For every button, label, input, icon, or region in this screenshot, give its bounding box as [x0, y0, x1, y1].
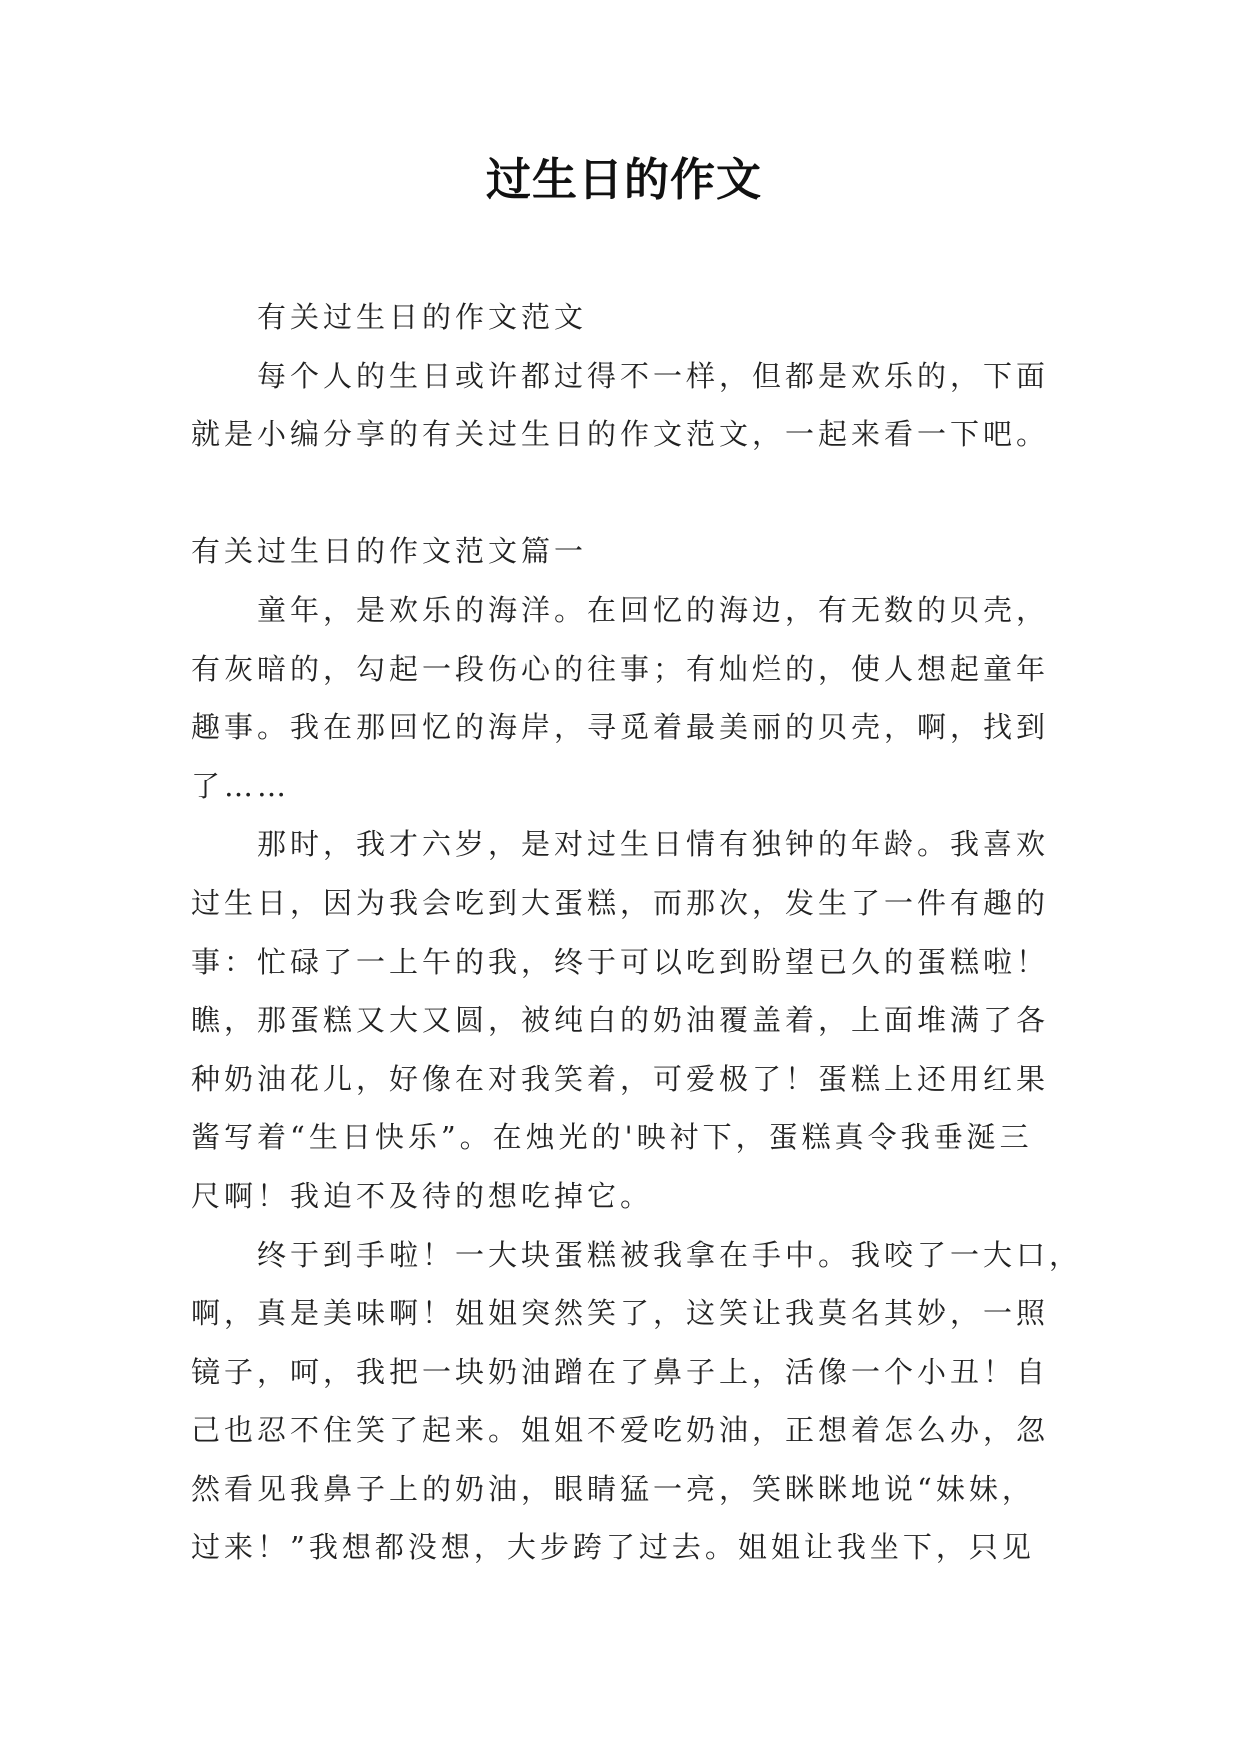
paragraph-line: 就是小编分享的有关过生日的作文范文，一起来看一下吧。 [191, 417, 1050, 452]
intro-paragraph [191, 347, 1061, 464]
document-body [191, 288, 1083, 1577]
paragraph-line: 酱写着“生日快乐”。在烛光的'映衬下，蛋糕真令我垂涎三 [191, 1120, 1033, 1155]
essay-paragraph [191, 815, 1061, 1225]
paragraph-line: 己也忍不住笑了起来。姐姐不爱吃奶油，正想着怎么办，忽 [191, 1413, 1050, 1448]
paragraph-line: 过来！”我想都没想，大步跨了过去。姐姐让我坐下，只见 [191, 1530, 1035, 1565]
essay-paragraph [191, 581, 1061, 815]
paragraph-line: 那时，我才六岁，是对过生日情有独钟的年龄。我喜欢 [257, 827, 1050, 862]
paragraph-line: 然看见我鼻子上的奶油，眼睛猛一亮，笑眯眯地说“妹妹， [191, 1471, 1035, 1506]
paragraph-line: 尺啊！我迫不及待的想吃掉它。 [191, 1178, 654, 1213]
paragraph-line: 终于到手啦！一大块蛋糕被我拿在手中。我咬了一大口， [257, 1237, 1083, 1272]
intro-section [191, 288, 1061, 464]
essay-section [191, 522, 1083, 1577]
paragraph-line: 了…… [191, 768, 291, 803]
paragraph-line: 有灰暗的，勾起一段伤心的往事；有灿烂的，使人想起童年 [191, 651, 1050, 686]
paragraph-line: 事：忙碌了一上午的我，终于可以吃到盼望已久的蛋糕啦！ [191, 944, 1050, 979]
blank-line [191, 464, 1061, 523]
intro-heading: 有关过生日的作文范文 [257, 300, 588, 334]
paragraph-line: 瞧，那蛋糕又大又圆，被纯白的奶油覆盖着，上面堆满了各 [191, 1003, 1050, 1038]
document-title: 过生日的作文 [485, 153, 762, 206]
paragraph-line: 每个人的生日或许都过得不一样，但都是欢乐的，下面 [257, 358, 1050, 393]
paragraph-line: 啊，真是美味啊！姐姐突然笑了，这笑让我莫名其妙，一照 [191, 1296, 1050, 1331]
paragraph-line: 过生日，因为我会吃到大蛋糕，而那次，发生了一件有趣的 [191, 885, 1050, 920]
paragraph-line: 种奶油花儿，好像在对我笑着，可爱极了！蛋糕上还用红果 [191, 1061, 1050, 1096]
essay-paragraph [191, 1226, 1083, 1578]
paragraph-line: 镜子，呵，我把一块奶油蹭在了鼻子上，活像一个小丑！自 [191, 1354, 1050, 1389]
essay-heading: 有关过生日的作文范文篇一 [191, 534, 588, 569]
paragraph-line: 趣事。我在那回忆的海岸，寻觅着最美丽的贝壳，啊，找到 [191, 710, 1050, 745]
paragraph-line: 童年，是欢乐的海洋。在回忆的海边，有无数的贝壳， [257, 592, 1050, 627]
